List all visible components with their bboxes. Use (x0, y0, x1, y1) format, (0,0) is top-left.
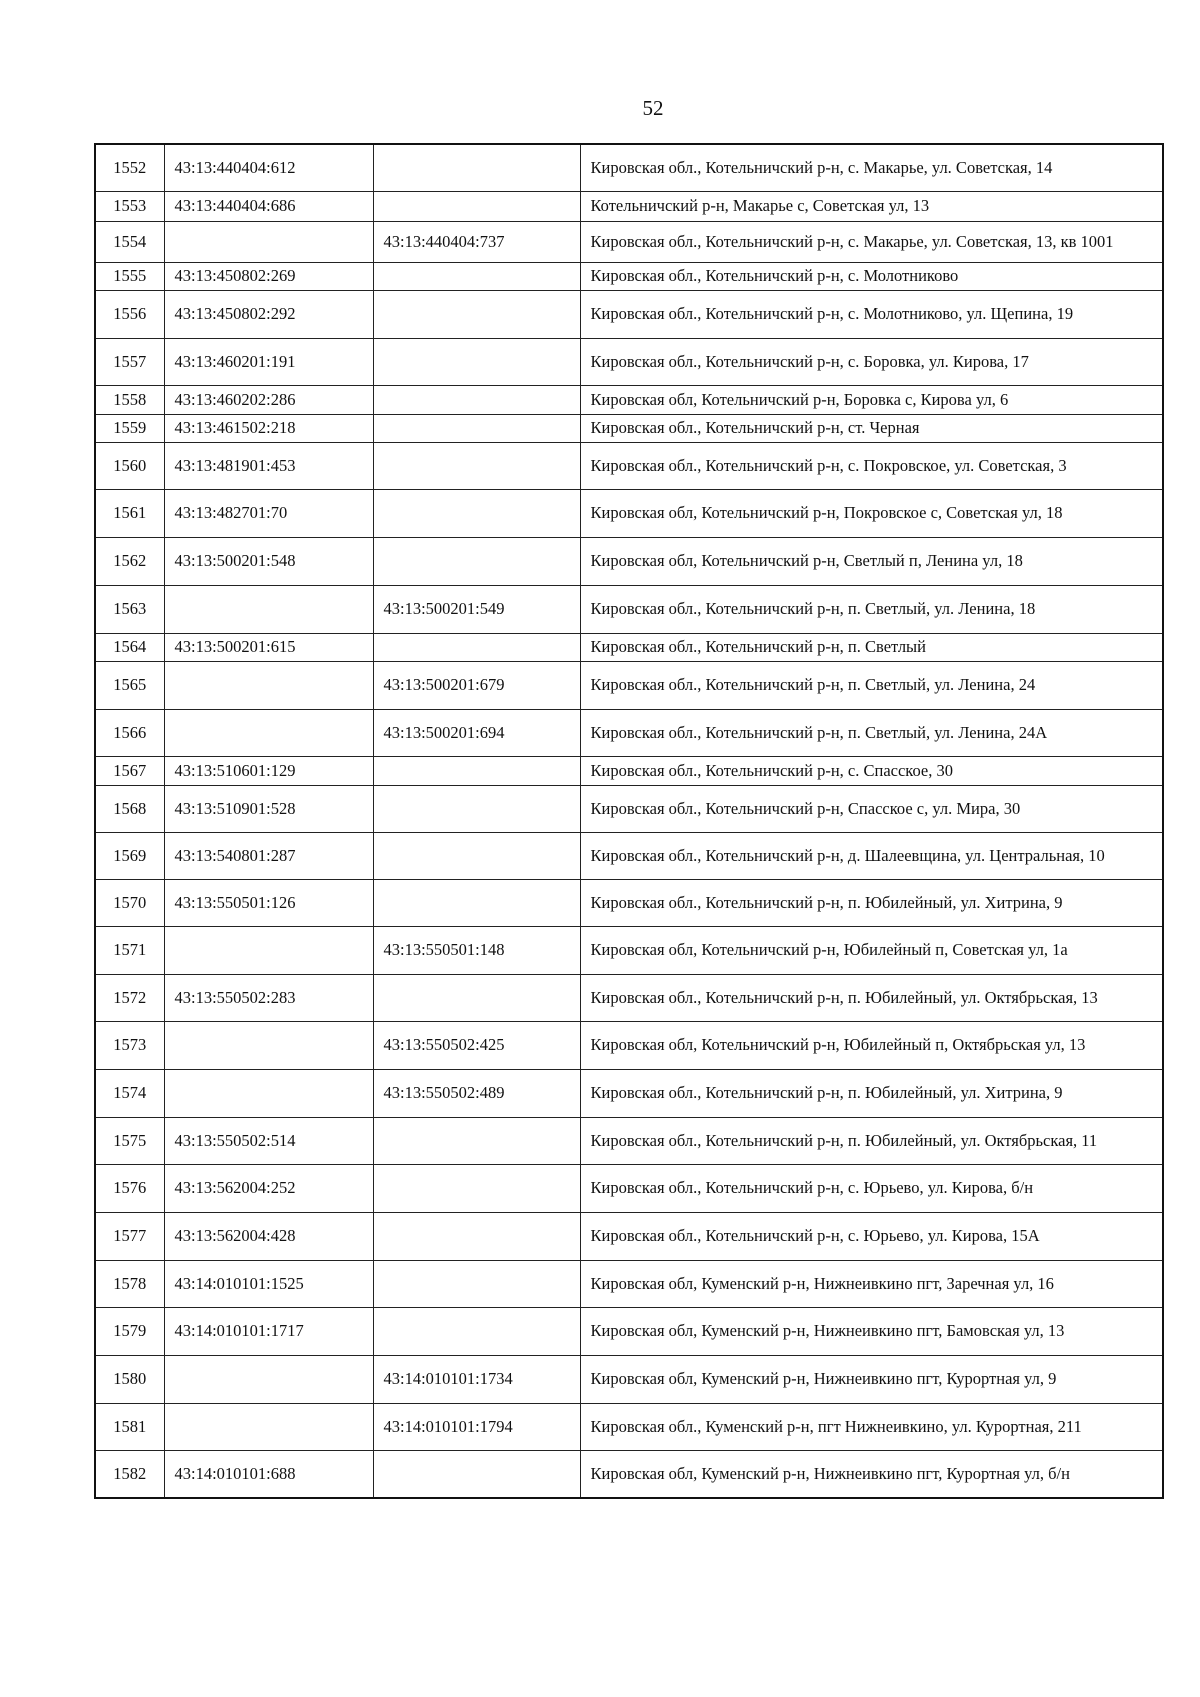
address-cell: Кировская обл., Котельничский р-н, с. Юрьево, ул. Кирова, 15А (580, 1212, 1163, 1260)
cadastral-number-cell (164, 585, 373, 633)
related-cadastral-number-cell: 43:14:010101:1794 (373, 1403, 580, 1450)
cadastral-number-cell: 43:13:440404:686 (164, 191, 373, 221)
cadastral-number-cell: 43:13:440404:612 (164, 144, 373, 191)
cadastral-number-cell: 43:13:510601:129 (164, 756, 373, 785)
cadastral-number-cell (164, 709, 373, 756)
row-number-cell: 1571 (95, 926, 164, 974)
cadastral-number-cell: 43:14:010101:1525 (164, 1260, 373, 1307)
cadastral-number-cell: 43:14:010101:1717 (164, 1307, 373, 1355)
table-row (95, 709, 1163, 756)
address-cell: Кировская обл., Куменский р-н, пгт Нижнеивкино, ул. Курортная, 211 (580, 1403, 1163, 1450)
cadastral-number-cell: 43:13:500201:548 (164, 537, 373, 585)
related-cadastral-number-cell: 43:13:550501:148 (373, 926, 580, 974)
cadastral-number-cell: 43:14:010101:688 (164, 1450, 373, 1498)
address-cell: Кировская обл., Котельничский р-н, п. Светлый, ул. Ленина, 18 (580, 585, 1163, 633)
table-row (95, 414, 1163, 442)
property-registry-table (94, 143, 1164, 1499)
row-number-cell: 1564 (95, 633, 164, 661)
cadastral-number-cell: 43:13:450802:292 (164, 290, 373, 338)
row-number-cell: 1552 (95, 144, 164, 191)
related-cadastral-number-cell (373, 1164, 580, 1212)
cadastral-number-cell: 43:13:550502:514 (164, 1117, 373, 1164)
cadastral-number-cell: 43:13:481901:453 (164, 442, 373, 489)
related-cadastral-number-cell (373, 290, 580, 338)
row-number-cell: 1578 (95, 1260, 164, 1307)
address-cell: Кировская обл., Котельничский р-н, с. Макарье, ул. Советская, 14 (580, 144, 1163, 191)
row-number-cell: 1561 (95, 489, 164, 537)
address-cell: Кировская обл., Котельничский р-н, с. Покровское, ул. Советская, 3 (580, 442, 1163, 489)
row-number-cell: 1575 (95, 1117, 164, 1164)
table-row (95, 144, 1163, 191)
related-cadastral-number-cell (373, 1212, 580, 1260)
row-number-cell: 1582 (95, 1450, 164, 1498)
table-row (95, 926, 1163, 974)
related-cadastral-number-cell (373, 756, 580, 785)
related-cadastral-number-cell (373, 785, 580, 832)
row-number-cell: 1572 (95, 974, 164, 1021)
cadastral-number-cell (164, 1069, 373, 1117)
row-number-cell: 1559 (95, 414, 164, 442)
table-row (95, 974, 1163, 1021)
related-cadastral-number-cell (373, 1260, 580, 1307)
address-cell: Кировская обл, Куменский р-н, Нижнеивкино пгт, Заречная ул, 16 (580, 1260, 1163, 1307)
address-cell: Кировская обл., Котельничский р-н, п. Юбилейный, ул. Октябрьская, 13 (580, 974, 1163, 1021)
table-row (95, 1260, 1163, 1307)
related-cadastral-number-cell: 43:13:550502:489 (373, 1069, 580, 1117)
related-cadastral-number-cell (373, 1307, 580, 1355)
registry-body (95, 144, 1163, 1498)
row-number-cell: 1556 (95, 290, 164, 338)
table-row (95, 442, 1163, 489)
address-cell: Кировская обл., Котельничский р-н, п. Светлый, ул. Ленина, 24А (580, 709, 1163, 756)
table-row (95, 756, 1163, 785)
table-row (95, 385, 1163, 414)
address-cell: Кировская обл., Котельничский р-н, ст. Черная (580, 414, 1163, 442)
row-number-cell: 1553 (95, 191, 164, 221)
table-row (95, 338, 1163, 385)
row-number-cell: 1580 (95, 1355, 164, 1403)
row-number-cell: 1555 (95, 262, 164, 290)
row-number-cell: 1567 (95, 756, 164, 785)
related-cadastral-number-cell (373, 414, 580, 442)
cadastral-number-cell: 43:13:460201:191 (164, 338, 373, 385)
cadastral-number-cell: 43:13:540801:287 (164, 832, 373, 879)
address-cell: Кировская обл., Котельничский р-н, д. Шалеевщина, ул. Центральная, 10 (580, 832, 1163, 879)
related-cadastral-number-cell (373, 633, 580, 661)
row-number-cell: 1569 (95, 832, 164, 879)
address-cell: Кировская обл., Котельничский р-н, с. Макарье, ул. Советская, 13, кв 1001 (580, 221, 1163, 262)
address-cell: Кировская обл., Котельничский р-н, п. Светлый (580, 633, 1163, 661)
address-cell: Кировская обл, Котельничский р-н, Светлый п, Ленина ул, 18 (580, 537, 1163, 585)
table-row (95, 262, 1163, 290)
address-cell: Котельничский р-н, Макарье с, Советская ул, 13 (580, 191, 1163, 221)
cadastral-number-cell (164, 1021, 373, 1069)
related-cadastral-number-cell (373, 879, 580, 926)
related-cadastral-number-cell: 43:13:500201:694 (373, 709, 580, 756)
address-cell: Кировская обл, Котельничский р-н, Юбилейный п, Советская ул, 1а (580, 926, 1163, 974)
related-cadastral-number-cell (373, 385, 580, 414)
table-row (95, 191, 1163, 221)
address-cell: Кировская обл., Котельничский р-н, с. Молотниково, ул. Щепина, 19 (580, 290, 1163, 338)
address-cell: Кировская обл., Котельничский р-н, п. Светлый, ул. Ленина, 24 (580, 661, 1163, 709)
row-number-cell: 1581 (95, 1403, 164, 1450)
cadastral-number-cell: 43:13:562004:428 (164, 1212, 373, 1260)
address-cell: Кировская обл, Котельничский р-н, Юбилейный п, Октябрьская ул, 13 (580, 1021, 1163, 1069)
related-cadastral-number-cell (373, 1450, 580, 1498)
row-number-cell: 1565 (95, 661, 164, 709)
cadastral-number-cell: 43:13:482701:70 (164, 489, 373, 537)
row-number-cell: 1570 (95, 879, 164, 926)
address-cell: Кировская обл., Котельничский р-н, с. Спасское, 30 (580, 756, 1163, 785)
related-cadastral-number-cell: 43:14:010101:1734 (373, 1355, 580, 1403)
row-number-cell: 1568 (95, 785, 164, 832)
related-cadastral-number-cell (373, 974, 580, 1021)
cadastral-number-cell: 43:13:510901:528 (164, 785, 373, 832)
cadastral-number-cell: 43:13:500201:615 (164, 633, 373, 661)
address-cell: Кировская обл., Котельничский р-н, с. Юрьево, ул. Кирова, б/н (580, 1164, 1163, 1212)
cadastral-number-cell: 43:13:550501:126 (164, 879, 373, 926)
row-number-cell: 1563 (95, 585, 164, 633)
address-cell: Кировская обл., Котельничский р-н, с. Молотниково (580, 262, 1163, 290)
address-cell: Кировская обл, Котельничский р-н, Боровка с, Кирова ул, 6 (580, 385, 1163, 414)
related-cadastral-number-cell (373, 489, 580, 537)
row-number-cell: 1566 (95, 709, 164, 756)
related-cadastral-number-cell (373, 1117, 580, 1164)
address-cell: Кировская обл., Котельничский р-н, п. Юбилейный, ул. Октябрьская, 11 (580, 1117, 1163, 1164)
table-row (95, 1212, 1163, 1260)
table-row (95, 585, 1163, 633)
row-number-cell: 1573 (95, 1021, 164, 1069)
related-cadastral-number-cell (373, 832, 580, 879)
row-number-cell: 1560 (95, 442, 164, 489)
related-cadastral-number-cell (373, 442, 580, 489)
related-cadastral-number-cell: 43:13:500201:679 (373, 661, 580, 709)
cadastral-number-cell (164, 1403, 373, 1450)
related-cadastral-number-cell: 43:13:440404:737 (373, 221, 580, 262)
table-row (95, 489, 1163, 537)
related-cadastral-number-cell (373, 537, 580, 585)
table-row (95, 633, 1163, 661)
cadastral-number-cell: 43:13:460202:286 (164, 385, 373, 414)
related-cadastral-number-cell (373, 262, 580, 290)
related-cadastral-number-cell (373, 144, 580, 191)
related-cadastral-number-cell (373, 338, 580, 385)
table-row (95, 1117, 1163, 1164)
address-cell: Кировская обл, Куменский р-н, Нижнеивкино пгт, Курортная ул, б/н (580, 1450, 1163, 1498)
address-cell: Кировская обл, Куменский р-н, Нижнеивкино пгт, Бамовская ул, 13 (580, 1307, 1163, 1355)
row-number-cell: 1574 (95, 1069, 164, 1117)
table-row (95, 1164, 1163, 1212)
table-row (95, 1069, 1163, 1117)
table-row (95, 832, 1163, 879)
table-row (95, 879, 1163, 926)
address-cell: Кировская обл., Котельничский р-н, п. Юбилейный, ул. Хитрина, 9 (580, 1069, 1163, 1117)
cadastral-number-cell: 43:13:461502:218 (164, 414, 373, 442)
row-number-cell: 1577 (95, 1212, 164, 1260)
row-number-cell: 1562 (95, 537, 164, 585)
table-row (95, 1021, 1163, 1069)
cadastral-number-cell (164, 221, 373, 262)
cadastral-number-cell: 43:13:550502:283 (164, 974, 373, 1021)
cadastral-number-cell (164, 661, 373, 709)
table-row (95, 1403, 1163, 1450)
table-row (95, 1307, 1163, 1355)
table-row (95, 1450, 1163, 1498)
address-cell: Кировская обл., Котельничский р-н, с. Боровка, ул. Кирова, 17 (580, 338, 1163, 385)
address-cell: Кировская обл., Котельничский р-н, Спасское с, ул. Мира, 30 (580, 785, 1163, 832)
related-cadastral-number-cell: 43:13:550502:425 (373, 1021, 580, 1069)
cadastral-number-cell: 43:13:450802:269 (164, 262, 373, 290)
row-number-cell: 1558 (95, 385, 164, 414)
table-row (95, 537, 1163, 585)
row-number-cell: 1554 (95, 221, 164, 262)
cadastral-number-cell: 43:13:562004:252 (164, 1164, 373, 1212)
page-number: 52 (642, 96, 664, 120)
address-cell: Кировская обл., Котельничский р-н, п. Юбилейный, ул. Хитрина, 9 (580, 879, 1163, 926)
address-cell: Кировская обл, Куменский р-н, Нижнеивкино пгт, Курортная ул, 9 (580, 1355, 1163, 1403)
table-row (95, 221, 1163, 262)
related-cadastral-number-cell: 43:13:500201:549 (373, 585, 580, 633)
row-number-cell: 1557 (95, 338, 164, 385)
table-row (95, 661, 1163, 709)
table-row (95, 785, 1163, 832)
cadastral-number-cell (164, 926, 373, 974)
row-number-cell: 1576 (95, 1164, 164, 1212)
cadastral-number-cell (164, 1355, 373, 1403)
table-row (95, 290, 1163, 338)
table-row (95, 1355, 1163, 1403)
related-cadastral-number-cell (373, 191, 580, 221)
row-number-cell: 1579 (95, 1307, 164, 1355)
address-cell: Кировская обл, Котельничский р-н, Покровское с, Советская ул, 18 (580, 489, 1163, 537)
